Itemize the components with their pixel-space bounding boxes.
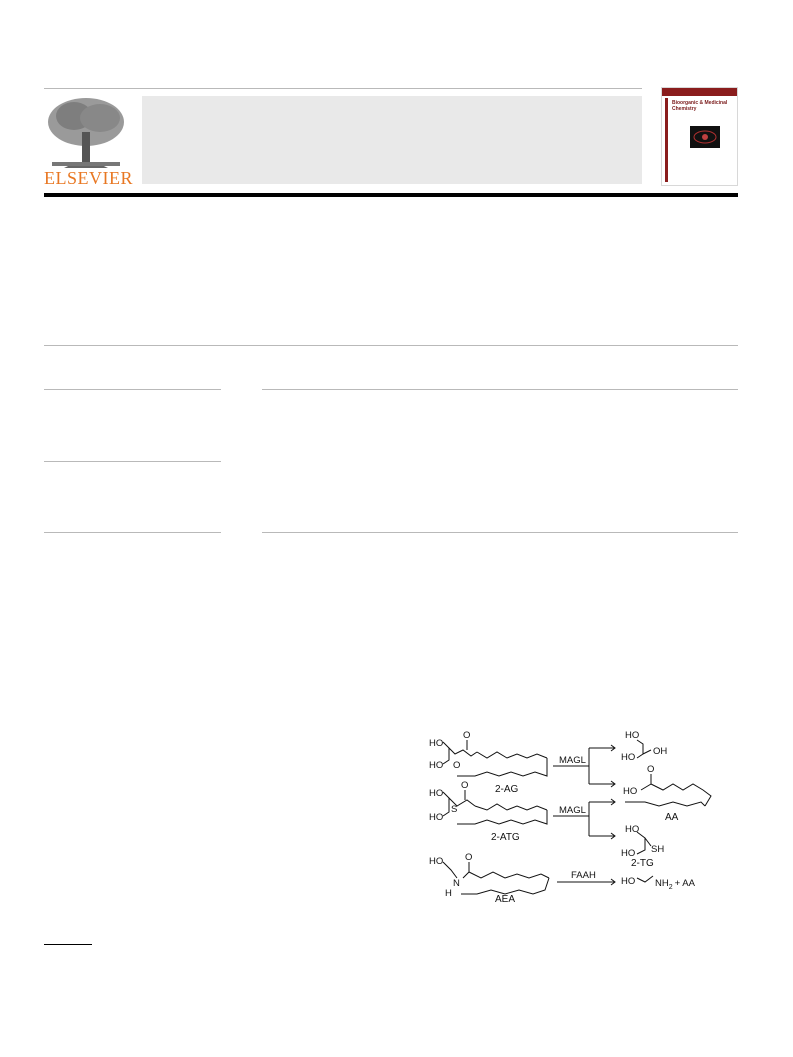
ho-label: HO xyxy=(621,752,636,763)
cover-title: Bioorganic & Medicinal Chemistry xyxy=(672,100,728,112)
compound-2-atg: 2-ATG xyxy=(491,832,520,843)
journal-cover-thumbnail xyxy=(661,87,738,186)
s-label: S xyxy=(451,804,458,815)
cover-side-stripe xyxy=(665,98,668,182)
ho-label: HO xyxy=(621,876,636,887)
o-label: O xyxy=(463,730,471,741)
enzyme-faah: FAAH xyxy=(571,870,596,881)
ho-label: HO xyxy=(429,738,444,749)
o-label: O xyxy=(647,764,655,775)
ho-label: HO xyxy=(623,786,638,797)
title-separator-rule xyxy=(44,345,738,346)
compound-aea: AEA xyxy=(495,894,516,905)
article-info-mid-rule xyxy=(44,461,221,462)
sh-label: SH xyxy=(651,844,665,855)
o-label: O xyxy=(465,852,473,863)
ho-label: HO xyxy=(621,848,636,859)
nh2-label: $NH_2$ + AA xyxy=(655,878,695,891)
hydrolysis-scheme-figure xyxy=(415,726,715,906)
compound-2-tg: 2-TG xyxy=(631,858,654,869)
oh-label: OH xyxy=(653,746,668,757)
article-info-bottom-rule xyxy=(44,532,221,533)
ho-label: HO xyxy=(625,824,640,835)
n-label: N xyxy=(453,878,460,889)
header-thick-rule xyxy=(44,193,738,197)
compound-aa: AA xyxy=(665,812,679,823)
cover-top-bar xyxy=(662,88,737,96)
footnote-rule xyxy=(44,944,92,945)
abstract-bottom-rule xyxy=(262,532,738,533)
enzyme-magl-1: MAGL xyxy=(559,755,586,766)
abstract-top-rule xyxy=(262,389,738,390)
enzyme-magl-2: MAGL xyxy=(559,805,586,816)
article-info-top-rule xyxy=(44,389,221,390)
header-top-rule xyxy=(44,88,642,89)
ho-label: HO xyxy=(429,760,444,771)
compound-2-ag: 2-AG xyxy=(495,784,519,795)
o-label: O xyxy=(453,760,461,771)
elsevier-wordmark: ELSEVIER xyxy=(44,168,133,188)
journal-banner xyxy=(142,96,642,184)
ho-label: HO xyxy=(429,788,444,799)
cover-image xyxy=(690,126,720,148)
h-label: H xyxy=(445,888,452,899)
ho-label: HO xyxy=(429,812,444,823)
ho-label: HO xyxy=(429,856,444,867)
o-label: O xyxy=(461,780,469,791)
ho-label: HO xyxy=(625,730,640,741)
